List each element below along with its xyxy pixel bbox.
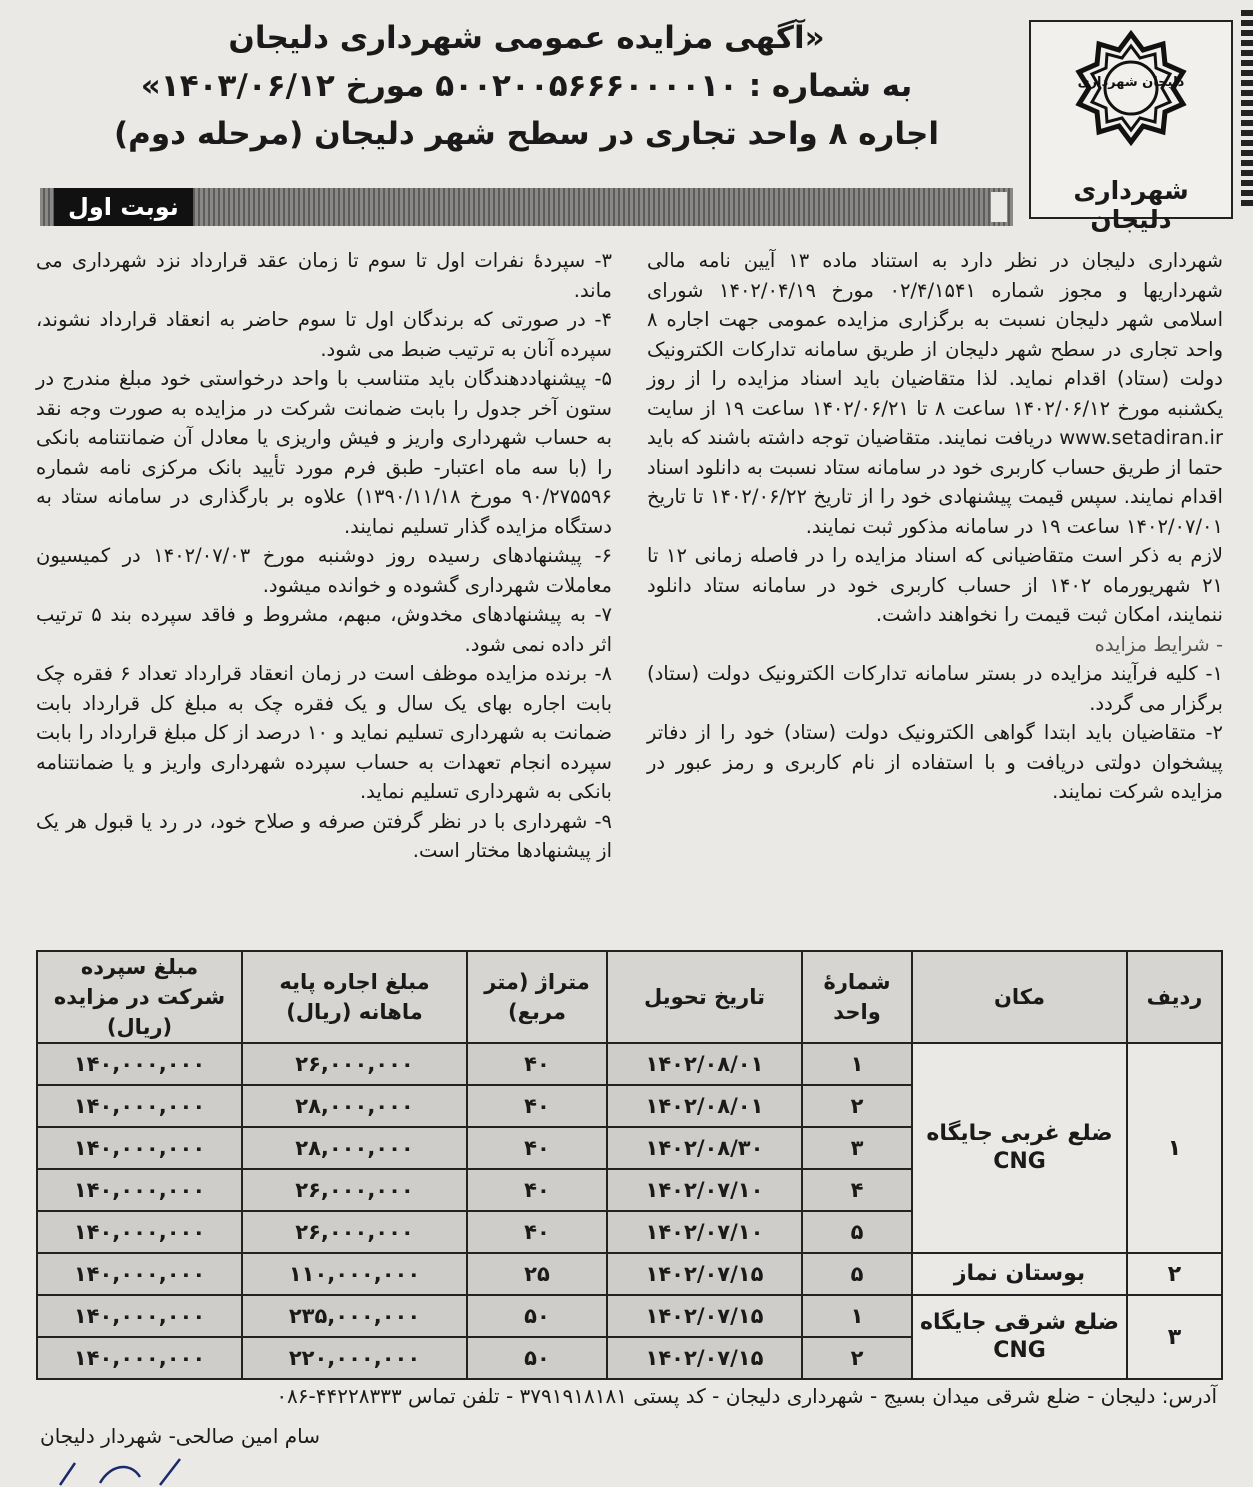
table-header-row bbox=[37, 951, 1222, 1043]
deposit: ۱۴۰,۰۰۰,۰۰۰ bbox=[37, 1211, 242, 1253]
condition-7: ۷- به پیشنهادهای مخدوش، مبهم، مشروط و فاقد سپرده بند ۵ ترتیب اثر داده نمی شود. bbox=[36, 603, 612, 656]
condition-6: ۶- پیشنهادهای رسیده روز دوشنبه مورخ ۱۴۰۲/۰۷/۰۳ در کمیسیون معاملات شهرداری گشوده و خوانده میشود. bbox=[36, 544, 612, 597]
group-row-number: ۱ bbox=[1127, 1043, 1222, 1253]
deposit: ۱۴۰,۰۰۰,۰۰۰ bbox=[37, 1169, 242, 1211]
area: ۴۰ bbox=[467, 1169, 607, 1211]
area: ۵۰ bbox=[467, 1295, 607, 1337]
intro-paragraph: شهرداری دلیجان در نظر دارد به استناد ماده ۱۳ آیین نامه مالی شهرداریها و مجوز شماره ۰۲/۴/۱۵۴۱ مورخ ۱۴۰۲/۰۴/۱۹ شورای اسلامی شهر دلیجان نسبت به برگزاری مزایده عمومی جهت اجاره ۸ واحد تجاری در سطح شهر دلیجان از طریق سامانه تدارکات الکترونیک دولت (ستاد) اقدام نماید. لذا متقاضیان باید اسناد مزایده را از روز یکشنبه مورخ ۱۴۰۲/۰۶/۱۲ ساعت ۸ تا ۱۴۰۲/۰۶/۲۱ ساعت ۱۹ از سایت www.setadiran.ir دریافت نمایند. متقاضیان توجه داشته باشند که باید حتما از طریق حساب کاربری خود در سامانه ستاد نسبت به دانلود اسناد اقدام نمایند. سپس قیمت پیشنهادی خود را از تاریخ ۱۴۰۲/۰۶/۲۲ تا تاریخ ۱۴۰۲/۰۷/۰۱ ساعت ۱۹ در سامانه مذکور ثبت نمایند. bbox=[647, 249, 1224, 538]
table-row bbox=[37, 1253, 1222, 1295]
unit-number: ۱ bbox=[802, 1295, 912, 1337]
title-line-3: اجاره ۸ واحد تجاری در سطح شهر دلیجان (مرحله دوم) bbox=[114, 116, 939, 152]
deposit: ۱۴۰,۰۰۰,۰۰۰ bbox=[37, 1253, 242, 1295]
notice-title bbox=[40, 14, 1013, 158]
deposit: ۱۴۰,۰۰۰,۰۰۰ bbox=[37, 1043, 242, 1085]
banner-notch bbox=[991, 192, 1007, 222]
municipality-logo bbox=[1073, 30, 1189, 146]
delivery-date: ۱۴۰۲/۰۸/۳۰ bbox=[607, 1127, 802, 1169]
header-delivery-date: تاریخ تحویل bbox=[607, 951, 802, 1043]
area: ۵۰ bbox=[467, 1337, 607, 1379]
base-rent: ۲۶,۰۰۰,۰۰۰ bbox=[242, 1169, 467, 1211]
group-location: ضلع غربی جایگاه CNG bbox=[912, 1043, 1127, 1253]
group-row-number: ۳ bbox=[1127, 1295, 1222, 1379]
delivery-date: ۱۴۰۲/۰۷/۱۵ bbox=[607, 1253, 802, 1295]
table-row bbox=[37, 1043, 1222, 1085]
delivery-date: ۱۴۰۲/۰۷/۱۰ bbox=[607, 1169, 802, 1211]
condition-3: ۳- سپردهٔ نفرات اول تا سوم تا زمان عقد قرارداد نزد شهرداری می ماند. bbox=[36, 249, 612, 302]
deposit: ۱۴۰,۰۰۰,۰۰۰ bbox=[37, 1337, 242, 1379]
header-deposit: مبلغ سپرده شرکت در مزایده (ریال) bbox=[37, 951, 242, 1043]
base-rent: ۲۳۵,۰۰۰,۰۰۰ bbox=[242, 1295, 467, 1337]
edge-strip bbox=[1241, 10, 1253, 210]
base-rent: ۱۱۰,۰۰۰,۰۰۰ bbox=[242, 1253, 467, 1295]
left-text-column bbox=[36, 246, 612, 866]
area: ۴۰ bbox=[467, 1085, 607, 1127]
logo-caption: شهرداری دلیجان bbox=[1073, 176, 1189, 234]
condition-2: ۲- متقاضیان باید ابتدا گواهی الکترونیک دولت (ستاد) خود را از دفاتر پیشخوان دولتی دریافت و با استفاده از نام کاربری و رمز عبور در مزایده شرکت نمایند. bbox=[647, 721, 1223, 803]
conditions-title: - شرایط مزایده bbox=[1094, 632, 1223, 656]
header-area: متراژ (متر مربع) bbox=[467, 951, 607, 1043]
base-rent: ۲۲۰,۰۰۰,۰۰۰ bbox=[242, 1337, 467, 1379]
header-unit-number: شمارهٔ واحد bbox=[802, 951, 912, 1043]
header-row-number: ردیف bbox=[1127, 951, 1222, 1043]
unit-number: ۲ bbox=[802, 1337, 912, 1379]
area: ۴۰ bbox=[467, 1043, 607, 1085]
unit-number: ۵ bbox=[802, 1211, 912, 1253]
condition-4: ۴- در صورتی که برندگان اول تا سوم حاضر به انعقاد قرارداد نشوند، سپرده آنان به ترتیب ضبط می شود. bbox=[36, 308, 612, 361]
delivery-date: ۱۴۰۲/۰۷/۱۵ bbox=[607, 1295, 802, 1337]
area: ۲۵ bbox=[467, 1253, 607, 1295]
unit-number: ۳ bbox=[802, 1127, 912, 1169]
delivery-date: ۱۴۰۲/۰۷/۱۰ bbox=[607, 1211, 802, 1253]
unit-number: ۱ bbox=[802, 1043, 912, 1085]
area: ۴۰ bbox=[467, 1127, 607, 1169]
base-rent: ۲۶,۰۰۰,۰۰۰ bbox=[242, 1211, 467, 1253]
publication-banner bbox=[40, 188, 1013, 226]
deposit: ۱۴۰,۰۰۰,۰۰۰ bbox=[37, 1085, 242, 1127]
note-paragraph: لازم به ذکر است متقاضیانی که اسناد مزایده را در فاصله زمانی ۱۲ تا ۲۱ شهریورماه ۱۴۰۲ از حساب کاربری خود در سامانه ستاد دانلود ننمایند، امکان ثبت قیمت را نخواهند داشت. bbox=[647, 544, 1224, 626]
condition-8: ۸- برنده مزایده موظف است در زمان انعقاد قرارداد تعداد ۶ فقره چک بابت اجاره بهای یک سال و یک فقره چک به مبلغ کل قرارداد بابت ضمانت به شهرداری تسلیم نماید و ۱۰ درصد از کل مبلغ قرارداد را بابت سپرده انجام تعهدات به حساب سپرده شهرداری واریز و یا ضمانتنامه بانکی به شهرداری تسلیم نماید. bbox=[36, 662, 613, 803]
delivery-date: ۱۴۰۲/۰۸/۰۱ bbox=[607, 1043, 802, 1085]
condition-1: ۱- کلیه فرآیند مزایده در بستر سامانه تدارکات الکترونیک دولت (ستاد) برگزار می گردد. bbox=[647, 662, 1223, 715]
title-line-1: «آگهی مزایده عمومی شهرداری دلیجان bbox=[228, 20, 825, 56]
auction-units-table bbox=[36, 950, 1223, 1380]
deposit: ۱۴۰,۰۰۰,۰۰۰ bbox=[37, 1295, 242, 1337]
delivery-date: ۱۴۰۲/۰۸/۰۱ bbox=[607, 1085, 802, 1127]
right-text-column bbox=[647, 246, 1223, 807]
condition-5: ۵- پیشنهاددهندگان باید متناسب با واحد درخواستی خود مبلغ مندرج در ستون آخر جدول را بابت ضمانت شرکت در مزایده به صورت وجه نقد به حساب شهرداری واریز و فیش واریزی یا معادل آن ضمانتنامه بانکی را (با سه ماه اعتبار- طبق فرم مورد تأیید بانک مرکزی نامه شماره ۹۰/۲۷۵۵۹۶ مورخ ۱۳۹۰/۱۱/۱۸) علاوه بر بارگذاری در سامانه ستاد به دستگاه مزایده گذار تسلیم نمایند. bbox=[36, 367, 612, 538]
publication-round-label: نوبت اول bbox=[54, 188, 193, 226]
unit-number: ۵ bbox=[802, 1253, 912, 1295]
base-rent: ۲۸,۰۰۰,۰۰۰ bbox=[242, 1127, 467, 1169]
base-rent: ۲۶,۰۰۰,۰۰۰ bbox=[242, 1043, 467, 1085]
area: ۴۰ bbox=[467, 1211, 607, 1253]
handwritten-signature bbox=[40, 1455, 240, 1487]
condition-9: ۹- شهرداری با در نظر گرفتن صرفه و صلاح خود، در رد یا قبول هر یک از پیشنهادها مختار است. bbox=[36, 809, 612, 862]
mayor-signature-line: سام امین صالحی- شهردار دلیجان bbox=[40, 1424, 321, 1448]
delivery-date: ۱۴۰۲/۰۷/۱۵ bbox=[607, 1337, 802, 1379]
header-base-rent: مبلغ اجاره پایه ماهانه (ریال) bbox=[242, 951, 467, 1043]
base-rent: ۲۸,۰۰۰,۰۰۰ bbox=[242, 1085, 467, 1127]
table-row bbox=[37, 1295, 1222, 1337]
unit-number: ۴ bbox=[802, 1169, 912, 1211]
logo-inner-text: دلیجان شهرداری bbox=[1077, 75, 1185, 90]
municipality-logo-box bbox=[1029, 20, 1233, 234]
unit-number: ۲ bbox=[802, 1085, 912, 1127]
contact-address: آدرس: دلیجان - ضلع شرقی میدان بسیج - شهرداری دلیجان - کد پستی ۳۷۹۱۹۱۸۱۸۱ - تلفن تماس ۴۴۲۲۸۳۳۳-۰۸۶ bbox=[276, 1384, 1217, 1408]
group-row-number: ۲ bbox=[1127, 1253, 1222, 1295]
header-location: مکان bbox=[912, 951, 1127, 1043]
group-location: ضلع شرقی جایگاه CNG bbox=[912, 1295, 1127, 1379]
title-line-2: به شماره : ۵۰۰۲۰۰۵۶۶۶۰۰۰۰۱۰ مورخ ۱۴۰۳/۰۶/۱۲» bbox=[140, 68, 913, 104]
deposit: ۱۴۰,۰۰۰,۰۰۰ bbox=[37, 1127, 242, 1169]
group-location: بوستان نماز bbox=[912, 1253, 1127, 1295]
